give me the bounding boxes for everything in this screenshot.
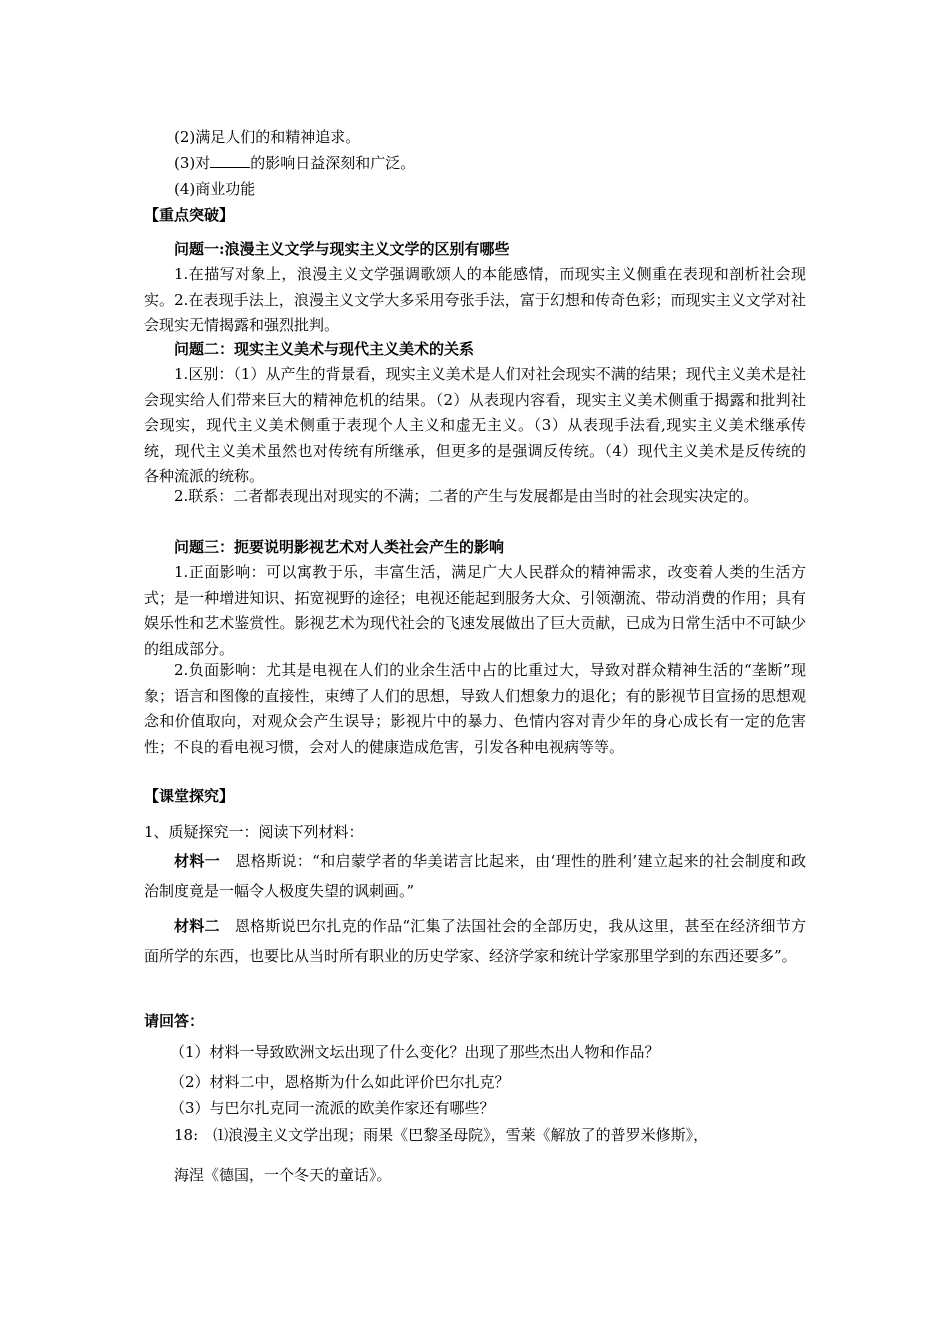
question-2-title: 问题二：现实主义美术与现代主义美术的关系 [174, 340, 475, 358]
answer-line-1: 18: ⑴浪漫主义文学出现；雨果《巴黎圣母院》，雪莱《解放了的普罗米修斯》， [174, 1126, 709, 1144]
material-1-label: 材料一 [174, 852, 221, 870]
question-1-title: 问题一:浪漫主义文学与现实主义文学的区别有哪些 [174, 240, 510, 258]
question-3-title: 问题三：扼要说明影视艺术对人类社会产生的影响 [174, 538, 505, 556]
list-item-3-end: 的影响日益深刻和广泛。 [250, 154, 416, 172]
section-title-key-points: 【重点突破】 [144, 206, 235, 224]
question-item-1: （1）材料一导致欧洲文坛出现了什么变化？出现了那些杰出人物和作品？ [170, 1043, 660, 1061]
question-3-body-1: 1.正面影响：可以寓教于乐，丰富生活，满足广大人民群众的精神需求，改变着人类的生活方式；是一种增进知识、拓宽视野的途径；电视还能起到服务大众、引领潮流、带动消费的作用；具有娱乐性和艺术鉴赏性。影视艺术为现代社会的飞速发展做出了巨大贡献，已成为日常生活中不可缺少的组成部分。 [144, 563, 806, 658]
material-2-body: 恩格斯说巴尔扎克的作品“汇集了法国社会的全部历史，我从这里，甚至在经济细节方面所学的东西，也要比从当时所有职业的历史学家、经济学家和统计学家那里学到的东西还要多”。 [144, 917, 806, 965]
list-item-2: (2)满足人们的和精神追求。 [174, 128, 361, 146]
material-1 [144, 846, 806, 906]
material-2 [144, 911, 806, 971]
question-item-3: （3）与巴尔扎克同一流派的欧美作家还有哪些？ [170, 1099, 495, 1117]
list-item-4: (4)商业功能 [174, 180, 256, 198]
list-item-3 [174, 153, 415, 173]
material-2-label: 材料二 [174, 917, 220, 935]
fill-blank [210, 153, 250, 168]
material-1-body: 恩格斯说：“和启蒙学者的华美诺言比起来，由‘理性的胜利’建立起来的社会制度和政治制度竟是一幅令人极度失望的讽刺画。” [144, 852, 806, 900]
answer-line-2: 海涅《德国，一个冬天的童话》。 [174, 1166, 392, 1184]
inquiry-intro: 1、质疑探究一：阅读下列材料： [144, 823, 364, 841]
answer-prompt: 请回答： [144, 1012, 205, 1030]
question-1-body: 1.在描写对象上，浪漫主义文学强调歌颂人的本能感情，而现实主义侧重在表现和剖析社会现实。2.在表现手法上，浪漫主义文学大多采用夸张手法，富于幻想和传奇色彩；而现实主义文学对社会现实无情揭露和强烈批判。 [144, 265, 806, 334]
question-item-2: （2）材料二中，恩格斯为什么如此评价巴尔扎克？ [170, 1073, 510, 1091]
question-3-body-2: 2.负面影响：尤其是电视在人们的业余生活中占的比重过大，导致对群众精神生活的“垄断”现象；语言和图像的直接性，束缚了人们的思想，导致人们想象力的退化；有的影视节目宣扬的思想观念和价值取向，对观众会产生误导；影视片中的暴力、色情内容对青少年的身心成长有一定的危害性；不良的看电视习惯，会对人的健康造成危害，引发各种电视病等等。 [144, 661, 806, 756]
question-2-body-2: 2.联系：二者都表现出对现实的不满；二者的产生与发展都是由当时的社会现实决定的。 [174, 487, 759, 505]
question-2-body-1: 1.区别：（1）从产生的背景看，现实主义美术是人们对社会现实不满的结果；现代主义美术是社会现实给人们带来巨大的精神危机的结果。（2）从表现内容看，现实主义美术侧重于揭露和批判社会现实，现代主义美术侧重于表现个人主义和虚无主义。（3）从表现手法看,现实主义美术继承传统，现代主义美术虽然也对传统有所继承，但更多的是强调反传统。（4）现代主义美术是反传统的各种流派的统称。 [144, 365, 806, 485]
list-item-3-start: (3)对 [174, 154, 211, 172]
section-title-class-inquiry: 【课堂探究】 [144, 787, 235, 805]
